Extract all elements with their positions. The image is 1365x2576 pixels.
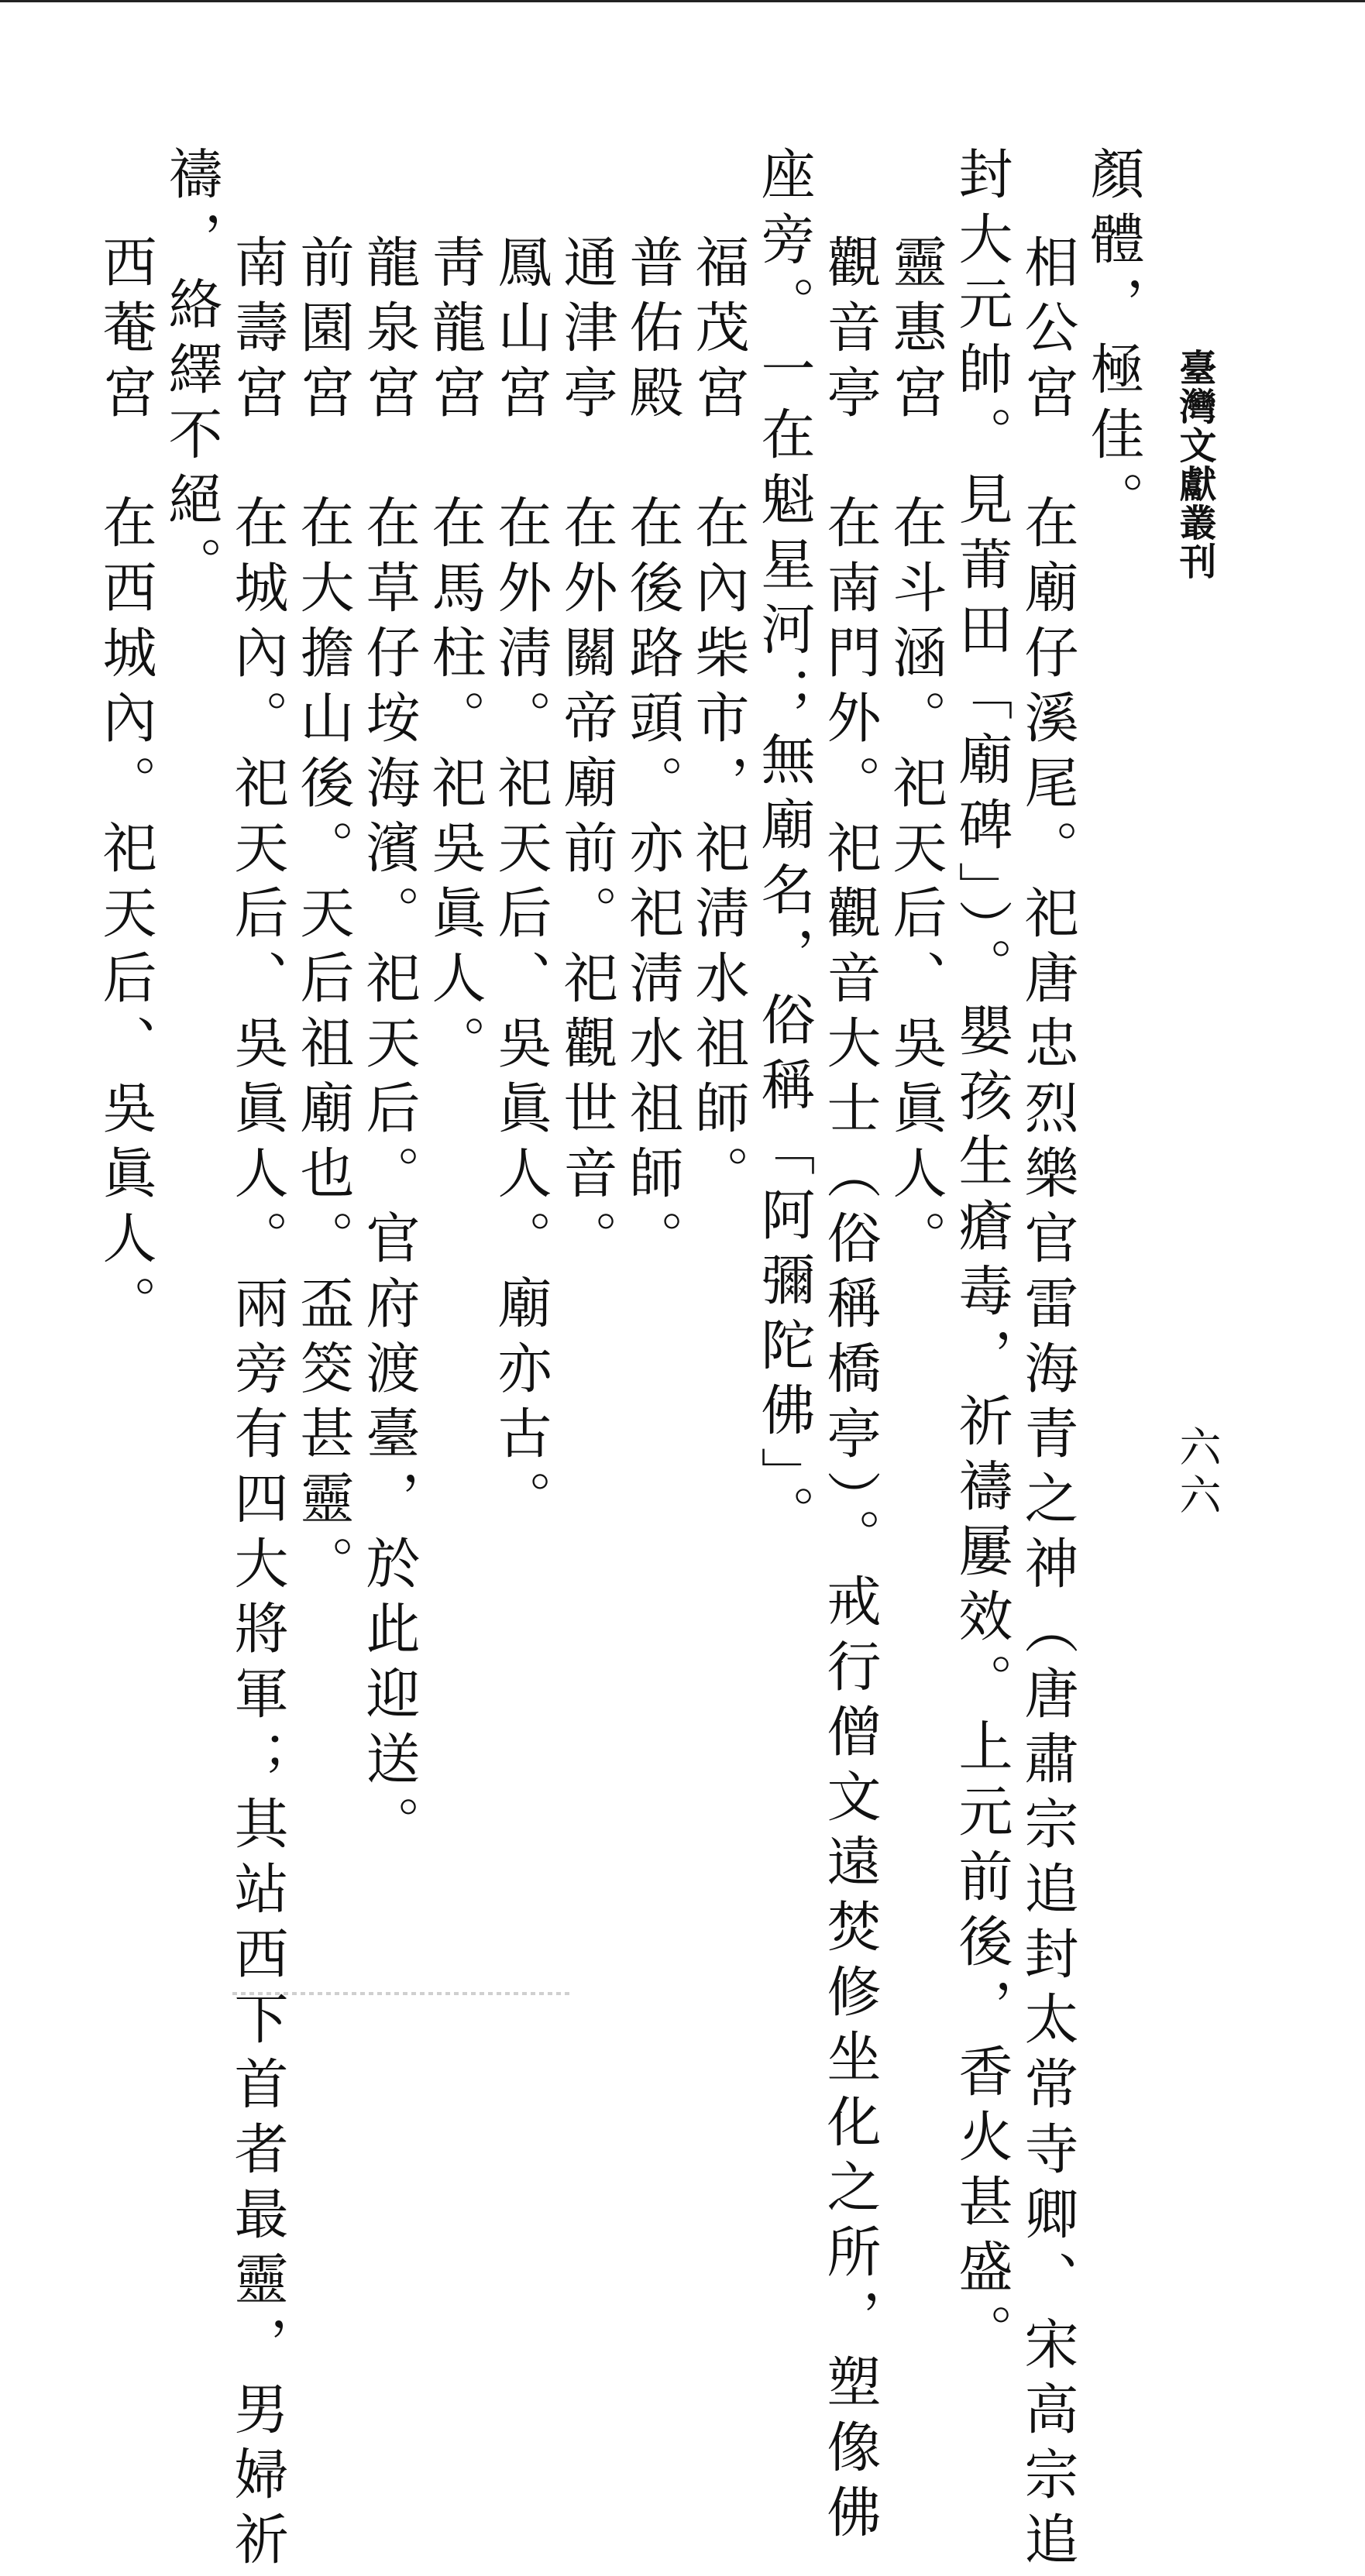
column-text: 西菴宮 在西城內。祀天后、吳眞人。 — [94, 234, 157, 1340]
column-text: 龍泉宮 在草仔垵海濱。祀天后。官府渡臺，於此迎送。 — [357, 234, 421, 1860]
column-text: 相公宮 在廟仔溪尾。祀唐忠烈樂官雷海青之神（唐肅宗追封太常寺卿、宋高宗追 — [1016, 234, 1079, 2576]
column-text: 鳳山宮 在外淸。祀天后、吳眞人。廟亦古。 — [489, 234, 552, 1535]
text-column-15 — [159, 0, 224, 2004]
column-text: 前園宮 在大擔山後。天后祖廟也。盃筊甚靈。 — [291, 234, 355, 1600]
text-column-12 — [356, 0, 421, 2004]
column-text: 靑龍宮 在馬柱。祀吳眞人。 — [423, 234, 487, 1080]
text-column-11 — [422, 0, 487, 2004]
column-text: 觀音亭 在南門外。祀觀音大士（俗稱橋亭）。戒行僧文遠焚修坐化之所，塑像佛 — [818, 234, 882, 2549]
text-column-7 — [686, 0, 751, 2004]
text-column-2 — [1015, 0, 1080, 2576]
series-title: 臺灣文獻叢刊 — [1173, 349, 1216, 581]
column-text: 靈惠宮 在斗涵。祀天后、吳眞人。 — [884, 234, 947, 1275]
page-number: 六六 — [1173, 1425, 1222, 1521]
text-column-8 — [620, 0, 685, 2004]
column-text: 顏體，極佳。 — [1081, 146, 1145, 536]
column-text: 封大元帥。見莆田「廟碑」）。嬰孩生瘡毒，祈禱屢效。上元前後，香火甚盛。 — [950, 146, 1013, 2368]
text-column-5 — [817, 0, 882, 2549]
column-text: 通津亭 在外關帝廟前。祀觀世音。 — [555, 234, 618, 1275]
text-column-14 — [225, 0, 290, 2576]
column-text: 座旁。一在魁星河；無廟名，俗稱「阿彌陀佛」。 — [752, 146, 816, 1550]
text-column-1 — [1081, 0, 1146, 2004]
column-text: 南壽宮 在城內。祀天后、吳眞人。兩旁有四大將軍；其站西下首者最靈，男婦祈 — [225, 234, 289, 2576]
text-column-9 — [554, 0, 619, 2004]
column-text: 禱，絡繹不絕。 — [160, 146, 223, 601]
text-column-16 — [93, 0, 158, 2004]
text-column-4 — [883, 0, 948, 2004]
text-column-6 — [751, 0, 817, 2004]
column-text: 福茂宮 在內柴市，祀淸水祖師。 — [686, 234, 750, 1210]
scan-artifact — [232, 1992, 573, 1995]
text-column-13 — [291, 0, 356, 2004]
column-text: 普佑殿 在後路頭。亦祀淸水祖師。 — [621, 234, 684, 1275]
text-column-10 — [488, 0, 553, 2004]
text-column-3 — [949, 0, 1014, 2368]
